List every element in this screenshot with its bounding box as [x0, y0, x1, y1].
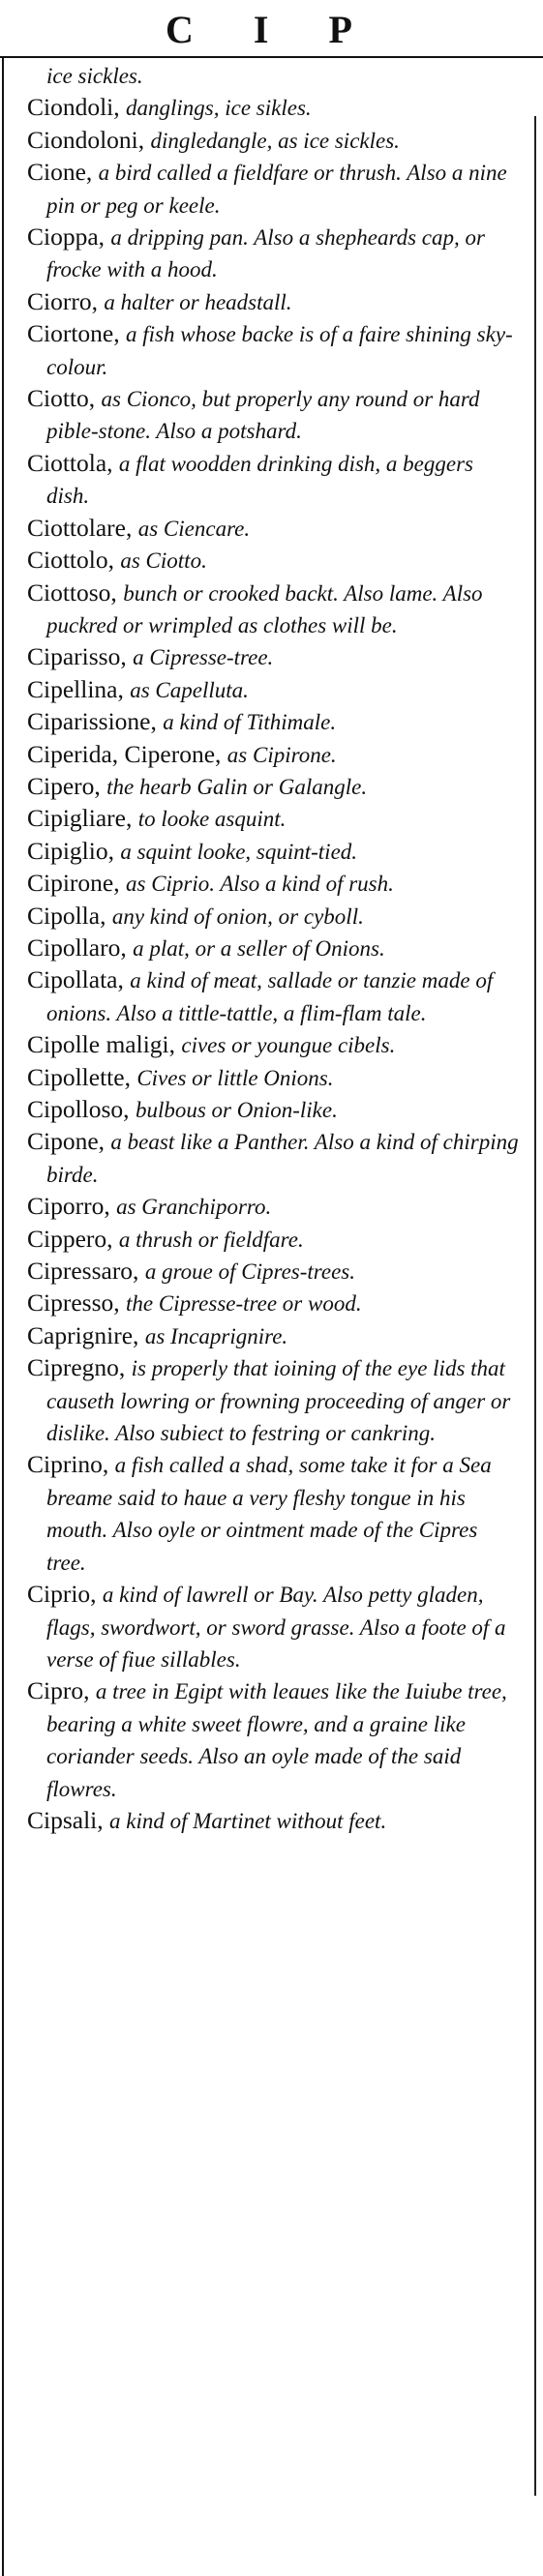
- entry-headword: Cipregno,: [27, 1353, 126, 1382]
- entry-headword: Caprignire,: [27, 1320, 139, 1349]
- dictionary-entry: [27, 513, 519, 545]
- entry-definition: cives or youngue cibels.: [181, 1033, 396, 1058]
- dictionary-entry: [27, 1320, 519, 1352]
- entry-headword: Ciondoloni,: [27, 125, 145, 154]
- entry-definition: a thrush or fieldfare.: [118, 1227, 304, 1252]
- dictionary-entry: [27, 1062, 519, 1094]
- entry-headword: Cipigliare,: [27, 804, 133, 833]
- header-rule: [0, 56, 543, 58]
- dictionary-entry: [27, 868, 519, 900]
- dictionary-entry: [27, 901, 519, 933]
- entry-definition: as Cipirone.: [226, 742, 337, 767]
- entry-headword: Cipero,: [27, 771, 101, 800]
- entry-definition: a beast like a Panther. Also a kind of chirping birde.: [46, 1130, 519, 1187]
- entry-definition: danglings, ice sikles.: [126, 96, 312, 121]
- left-column-rule: [2, 56, 4, 2576]
- right-column-rule: [534, 116, 536, 2496]
- entry-headword: Cipiglio,: [27, 836, 114, 865]
- entry-definition: as Ciotto.: [120, 548, 207, 574]
- entry-headword: Ciondoli,: [27, 93, 120, 122]
- entry-headword: Ciprino,: [27, 1450, 109, 1479]
- entry-headword: Ciperida, Ciperone,: [27, 739, 222, 768]
- dictionary-entry: [27, 448, 519, 513]
- entry-headword: Cipresso,: [27, 1288, 120, 1318]
- dictionary-entry: [27, 1094, 519, 1126]
- entry-definition: a halter or headstall.: [104, 289, 292, 314]
- entry-definition: a kind of Tithimale.: [163, 710, 337, 735]
- entry-definition: a groue of Cipres-trees.: [144, 1259, 356, 1285]
- dictionary-entry: [27, 1256, 519, 1288]
- dictionary-entry: [27, 706, 519, 738]
- entry-headword: Ciottola,: [27, 448, 113, 477]
- dictionary-entry: [27, 1029, 519, 1061]
- dictionary-entry: [27, 771, 519, 803]
- entry-headword: Cipro,: [27, 1676, 90, 1705]
- entry-headword: Ciottoso,: [27, 577, 117, 607]
- entry-headword: Cipressaro,: [27, 1257, 139, 1286]
- dictionary-entry: [27, 157, 519, 222]
- entry-definition: ice sickles.: [46, 64, 143, 88]
- dictionary-entry: [27, 577, 519, 642]
- dictionary-entry: [27, 933, 519, 964]
- dictionary-entry: [27, 222, 519, 286]
- entry-definition: a kind of Martinet without feet.: [109, 1808, 387, 1833]
- dictionary-entry: [27, 92, 519, 124]
- dictionary-entry: [27, 1191, 519, 1223]
- entry-definition: to looke asquint.: [137, 807, 287, 832]
- entry-headword: Cipollata,: [27, 965, 124, 994]
- dictionary-entry: [27, 383, 519, 448]
- entry-definition: a bird called a fieldfare or thrush. Also a nine pin or peg or keele.: [46, 161, 507, 218]
- entry-definition: a dripping pan. Also a shepheards cap, or frocke with a hood.: [46, 225, 485, 282]
- entry-headword: Ciorro,: [27, 286, 98, 315]
- entry-headword: Ciottolo,: [27, 546, 114, 575]
- entry-definition: dingledangle, as ice sickles.: [150, 128, 400, 153]
- entry-definition: a kind of meat, sallade or tanzie made of onions. Also a tittle-tattle, a flim-flam tale.: [46, 968, 494, 1025]
- entry-definition: the hearb Galin or Galangle.: [106, 774, 368, 799]
- entry-headword: Cipone,: [27, 1127, 106, 1156]
- dictionary-entry: [27, 286, 519, 318]
- dictionary-entry: [27, 641, 519, 673]
- dictionary-entry: [27, 318, 519, 383]
- dictionary-entry: [27, 1126, 519, 1191]
- entry-definition: a tree in Egipt with leaues like the Iuiube tree, bearing a white sweet flowre, and a graine like coriander seeds. Also an oyle made of the said flowres.: [46, 1679, 507, 1801]
- dictionary-entry: [27, 125, 519, 157]
- dictionary-entry: [27, 739, 519, 771]
- entry-definition: as Granchiporro.: [116, 1195, 272, 1220]
- entry-headword: Cipollaro,: [27, 933, 127, 962]
- entry-definition: bulbous or Onion-like.: [135, 1098, 338, 1122]
- entry-headword: Cioppa,: [27, 222, 106, 252]
- entry-definition: as Ciencare.: [137, 516, 251, 541]
- dictionary-entry: [27, 545, 519, 577]
- entry-headword: Ciporro,: [27, 1192, 110, 1221]
- entry-list: [27, 60, 519, 1837]
- entry-definition: a flat woodden drinking dish, a beggers dish.: [46, 451, 473, 509]
- entry-headword: Cipolle maligi,: [27, 1030, 175, 1059]
- entry-headword: Ciprio,: [27, 1580, 97, 1609]
- entry-definition: a plat, or a seller of Onions.: [133, 935, 385, 961]
- entry-definition: as Ciprio. Also a kind of rush.: [126, 872, 394, 897]
- page-header: [0, 0, 543, 60]
- entry-definition: as Incaprignire.: [144, 1323, 288, 1348]
- entry-headword: Cipolla,: [27, 901, 106, 930]
- entry-headword: Cippero,: [27, 1224, 113, 1253]
- entry-headword: Ciortone,: [27, 319, 120, 348]
- dictionary-entry: [27, 1805, 519, 1837]
- entry-headword: Cipolloso,: [27, 1095, 130, 1123]
- dictionary-entry: [27, 1288, 519, 1319]
- dictionary-entry: [27, 803, 519, 835]
- entry-headword: Ciparisso,: [27, 642, 127, 671]
- entry-definition: is properly that ioining of the eye lids that causeth lowring or frowning proceeding of anger or dislike. Also subiect to festring or cankring.: [46, 1356, 511, 1446]
- running-head: C I P: [166, 8, 377, 51]
- entry-definition: a squint looke, squint-tied.: [120, 839, 358, 864]
- dictionary-entry: [27, 1224, 519, 1256]
- dictionary-entry: [27, 1579, 519, 1675]
- entry-headword: Cione,: [27, 158, 93, 187]
- dictionary-entry: [27, 1352, 519, 1449]
- entry-definition: as Cionco, but properly any round or hard pible-stone. Also a potshard.: [46, 387, 480, 444]
- entry-headword: Ciottolare,: [27, 513, 133, 542]
- entry-definition: the Cipresse-tree or wood.: [126, 1291, 362, 1317]
- entry-definition: Cives or little Onions.: [136, 1065, 334, 1090]
- entry-headword: Cipollette,: [27, 1062, 131, 1091]
- entry-headword: Cipsali,: [27, 1805, 104, 1834]
- dictionary-entry: [27, 964, 519, 1029]
- dictionary-entry: [27, 836, 519, 868]
- entry-headword: Ciotto,: [27, 384, 96, 413]
- entry-definition: a kind of lawrell or Bay. Also petty gladen, flags, swordwort, or sword grasse. Also a foote of a verse of fiue sillables.: [46, 1583, 506, 1672]
- dictionary-entry: [27, 1449, 519, 1579]
- entry-definition: bunch or crooked backt. Also lame. Also puckred or wrimpled as clothes will be.: [46, 580, 483, 637]
- entry-definition: a fish whose backe is of a faire shining sky-colour.: [46, 322, 513, 379]
- entry-definition: as Capelluta.: [130, 677, 249, 702]
- dictionary-entry: [27, 1675, 519, 1805]
- dictionary-entry: [27, 674, 519, 706]
- entry-definition: any kind of onion, or cyboll.: [111, 903, 364, 929]
- dictionary-entry: [27, 60, 519, 92]
- entry-definition: a fish called a shad, some take it for a Sea breame said to haue a very fleshy tongue in his mouth. Also oyle or ointment made of the Cipres tree.: [46, 1453, 492, 1575]
- entry-headword: Ciparissione,: [27, 707, 157, 736]
- entry-headword: Cipellina,: [27, 674, 124, 703]
- entry-definition: a Cipresse-tree.: [133, 645, 274, 670]
- entry-headword: Cipirone,: [27, 869, 120, 898]
